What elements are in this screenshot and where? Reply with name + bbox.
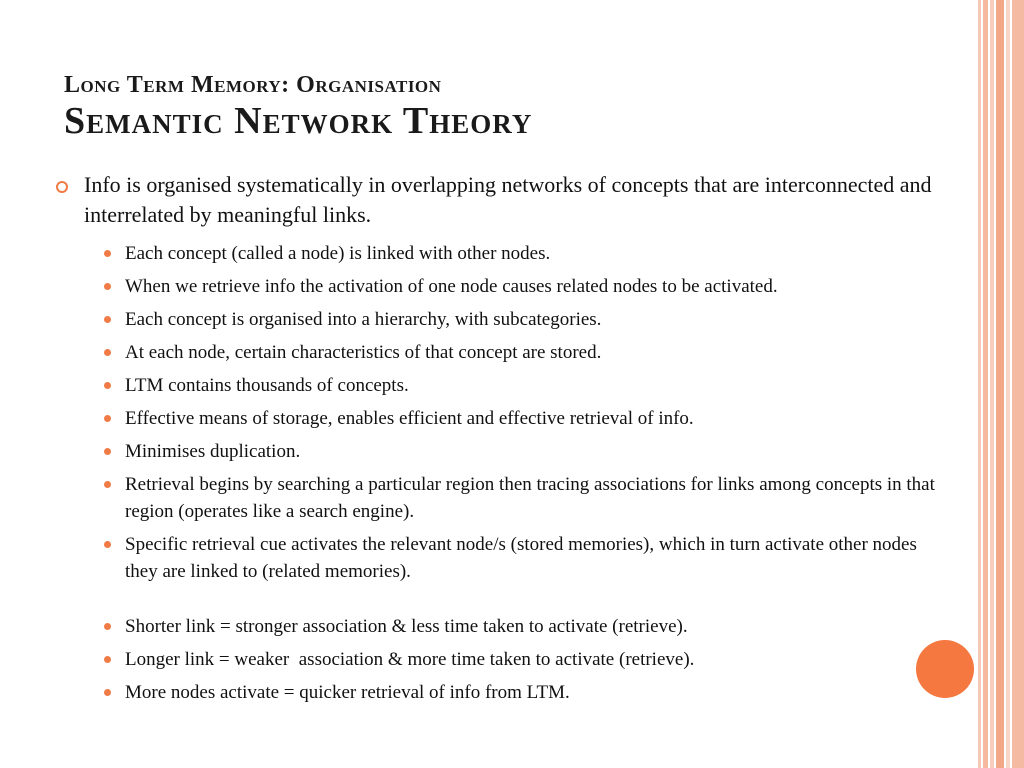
- sub-bullet-text: LTM contains thousands of concepts.: [125, 375, 409, 396]
- border-stripe: [983, 0, 988, 768]
- border-stripe: [978, 0, 981, 768]
- sub-bullet-text: When we retrieve info the activation of one node causes related nodes to be activated.: [125, 276, 778, 297]
- sub-bullet-text: More nodes activate = quicker retrieval of info from LTM.: [125, 682, 570, 703]
- border-stripe: [1006, 0, 1010, 768]
- slide-title: [64, 70, 944, 142]
- slide-content: [56, 170, 936, 712]
- sub-bullet-text: Effective means of storage, enables efficient and effective retrieval of info.: [125, 408, 694, 429]
- dot-bullet-icon: [104, 250, 111, 257]
- dot-bullet-icon: [104, 689, 111, 696]
- dot-bullet-icon: [104, 448, 111, 455]
- sub-bullet: [56, 646, 936, 673]
- title-line-1: Long Term Memory: Organisation: [64, 72, 442, 98]
- ring-bullet-icon: [56, 181, 68, 193]
- sub-bullet: [56, 240, 936, 267]
- sub-bullet-text: At each node, certain characteristics of that concept are stored.: [125, 342, 602, 363]
- sub-bullet-text: Minimises duplication.: [125, 441, 301, 462]
- sub-bullet-text: Shorter link = stronger association & less time taken to activate (retrieve).: [125, 616, 688, 637]
- dot-bullet-icon: [104, 316, 111, 323]
- border-stripe: [1012, 0, 1024, 768]
- sub-bullet-text: Specific retrieval cue activates the relevant node/s (stored memories), which in turn activate other nodes they are linked to (related memories).: [125, 534, 917, 582]
- title-line-2: Semantic Network Theory: [64, 100, 533, 142]
- dot-bullet-icon: [104, 541, 111, 548]
- sub-bullet: [56, 405, 936, 432]
- sub-bullet-list: [56, 240, 936, 585]
- border-stripe: [990, 0, 994, 768]
- dot-bullet-icon: [104, 283, 111, 290]
- sub-bullet-text: Retrieval begins by searching a particular region then tracing associations for links among concepts in that region (operates like a search engine).: [125, 474, 935, 522]
- dot-bullet-icon: [104, 623, 111, 630]
- dot-bullet-icon: [104, 415, 111, 422]
- sub-bullet: [56, 613, 936, 640]
- sub-bullet-text: Each concept is organised into a hierarchy, with subcategories.: [125, 309, 602, 330]
- sub-bullet-list-2: [56, 613, 936, 706]
- dot-bullet-icon: [104, 656, 111, 663]
- dot-bullet-icon: [104, 382, 111, 389]
- spacer: [56, 591, 936, 613]
- dot-bullet-icon: [104, 349, 111, 356]
- sub-bullet: [56, 273, 936, 300]
- sub-bullet-text: Longer link = weaker association & more time taken to activate (retrieve).: [125, 649, 695, 670]
- sub-bullet: [56, 372, 936, 399]
- sub-bullet: [56, 438, 936, 465]
- sub-bullet: [56, 339, 936, 366]
- border-stripe: [996, 0, 1004, 768]
- sub-bullet: [56, 471, 936, 525]
- main-bullet: [56, 170, 936, 230]
- dot-bullet-icon: [104, 481, 111, 488]
- main-bullet-text: Info is organised systematically in overlapping networks of concepts that are interconnected and interrelated by meaningful links.: [84, 172, 932, 227]
- sub-bullet: [56, 679, 936, 706]
- sub-bullet: [56, 531, 936, 585]
- sub-bullet: [56, 306, 936, 333]
- sub-bullet-text: Each concept (called a node) is linked with other nodes.: [125, 243, 551, 264]
